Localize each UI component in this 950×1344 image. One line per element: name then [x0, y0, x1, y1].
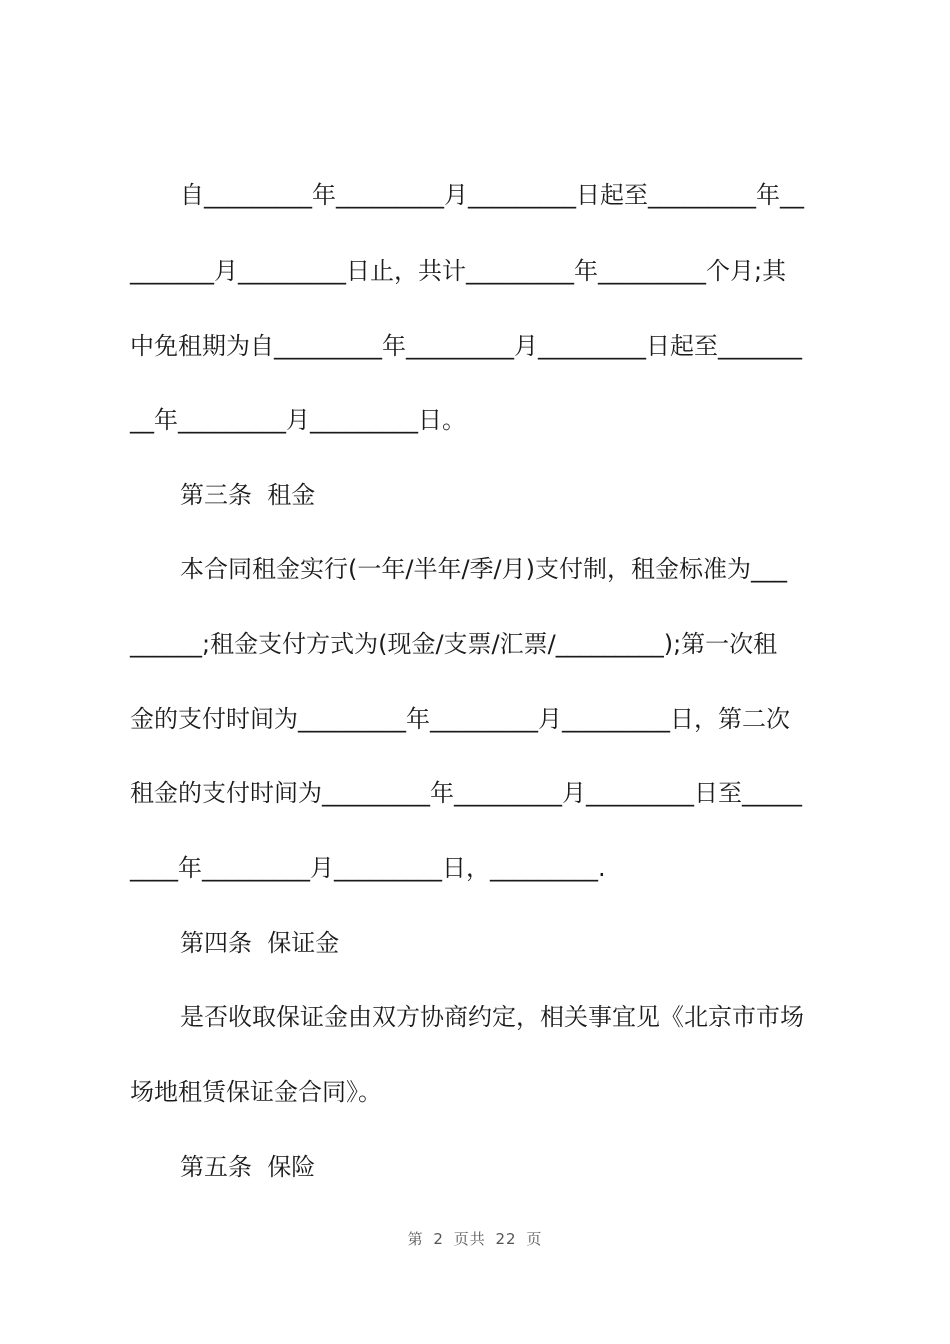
text-line: 场地租赁保证金合同》。	[130, 1078, 382, 1106]
text-line: ____年_________月_________日，_________.	[130, 854, 606, 882]
text-line: ______;租金支付方式为(现金/支票/汇票/_________);第一次租	[130, 630, 778, 658]
text-line: 是否收取保证金由双方协商约定，相关事宜见《北京市市场	[180, 1003, 804, 1031]
text-line: 中免租期为自_________年_________月_________日起至_______	[130, 332, 802, 360]
text-line: 租金的支付时间为_________年_________月_________日至_____	[130, 779, 802, 807]
section-heading: 第四条 保证金	[180, 929, 340, 957]
section-heading: 第五条 保险	[180, 1153, 316, 1181]
text-line: 金的支付时间为_________年_________月_________日，第二次	[130, 705, 790, 733]
text-line: 本合同租金实行(一年/半年/季/月)支付制，租金标准为___	[180, 555, 787, 583]
text-line: __年_________月_________日。	[130, 406, 466, 434]
text-line: 自_________年_________月_________日起至_________年__	[180, 181, 804, 209]
text-line: _______月_________日止，共计_________年_________个月;其	[130, 257, 787, 285]
page-number: 第 2 页共 22 页	[407, 1230, 543, 1248]
section-heading: 第三条 租金	[180, 481, 316, 509]
